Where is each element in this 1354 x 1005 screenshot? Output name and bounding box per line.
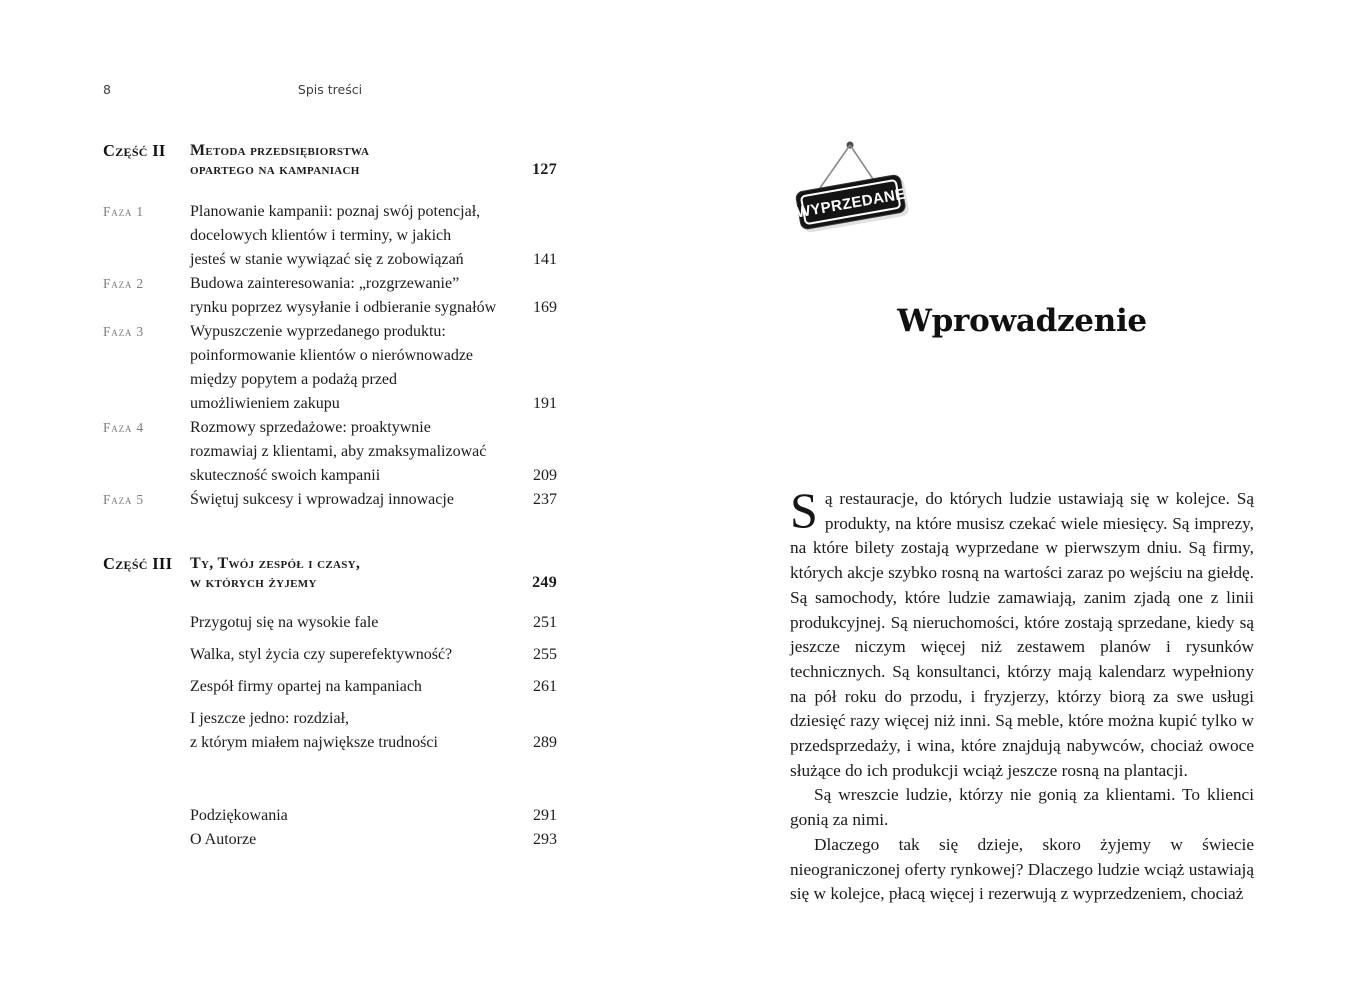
intro-paragraph: Dlaczego tak się dzieje, skoro żyjemy w świecie nieograniczonej oferty rynkowej? Dlaczego ludzie wciąż ustawiają się w kolejce, płacą więcej i rezerwują z wyprzedzeniem, chociaż bbox=[790, 834, 1254, 904]
intro-body bbox=[790, 482, 1254, 907]
toc-page-number: 289 bbox=[533, 734, 557, 751]
running-header: Spis treści bbox=[297, 82, 363, 97]
toc-part-label: Część II bbox=[103, 141, 166, 160]
chapter-title: Wprowadzenie bbox=[897, 303, 1147, 339]
toc-entry-line: opartego na kampaniach 127 bbox=[190, 161, 557, 178]
toc-entry-line: O Autorze 293 bbox=[190, 828, 557, 852]
toc-entry-line: Rozmowy sprzedażowe: proaktywnie bbox=[190, 419, 431, 436]
toc-page-number: 141 bbox=[533, 251, 557, 268]
intro-paragraph: Są wreszcie ludzie, którzy nie gonią za klientami. To klienci gonią za nimi. bbox=[790, 785, 1254, 830]
toc-entry bbox=[103, 141, 557, 179]
toc-entry-line: docelowych klientów i terminy, w jakich bbox=[190, 227, 452, 244]
toc-entry-line: Zespół firmy opartej na kampaniach 261 bbox=[190, 675, 557, 699]
toc-entry-line: Walka, styl życia czy superefektywność? 255 bbox=[190, 643, 557, 667]
toc bbox=[103, 141, 557, 852]
toc-entry-line: Ty, Twój zespół i czasy, bbox=[190, 555, 361, 572]
toc-entry-line: z którym miałem największe trudności 289 bbox=[190, 731, 557, 755]
toc-entry-line: Świętuj sukcesy i wprowadzaj innowacje 237 bbox=[190, 488, 557, 512]
drop-cap: S bbox=[790, 482, 818, 538]
toc-page-number: 169 bbox=[533, 299, 557, 316]
toc-entry-line: skuteczność swoich kampanii 209 bbox=[190, 464, 557, 488]
toc-entry-line: Budowa zainteresowania: „rozgrzewanie” bbox=[190, 275, 460, 292]
toc-entry bbox=[103, 554, 557, 592]
toc-entry-line: Podziękowania 291 bbox=[190, 804, 557, 828]
toc-page-number: 191 bbox=[533, 395, 557, 412]
sign-label: WYPRZEDANE bbox=[794, 185, 907, 222]
toc-entry bbox=[103, 272, 557, 320]
toc-entry-line: rynku poprzez wysyłanie i odbieranie sygnałów 169 bbox=[190, 296, 557, 320]
toc-entry bbox=[103, 416, 557, 488]
toc-entry bbox=[103, 675, 557, 699]
sold-out-sign-graphic bbox=[786, 133, 918, 239]
toc-entry bbox=[103, 488, 557, 512]
toc-entry-line: poinformowanie klientów o nierównowadze bbox=[190, 347, 474, 364]
toc-entry-line: Wypuszczenie wyprzedanego produktu: bbox=[190, 323, 446, 340]
toc-entry bbox=[103, 611, 557, 635]
intro-paragraph: Są restauracje, do których ludzie ustawiają się w kolejce. Są produkty, na które musisz czekać wiele miesięcy. Są imprezy, na które bilety zostają wyprzedane w pierwszym dniu. Są firmy, których akcje szybko rosną na wartości zaraz po wejściu na giełdę. Są samochody, które ludzie zamawiają, zanim zjadą one z linii produkcyjnej. Są nieruchomości, które zostają sprzedane, kiedy są jeszcze niczym więcej niż zestawem planów i rysunków technicznych. Są konsultanci, którzy mają kalendarz wypełniony na pół roku do przodu, i fryzjerzy, którzy biorą za swe usługi dziesięć razy więcej niż inni. Są meble, które można kupić tylko w przedsprzedaży, i wina, które znajdują nabywców, chociaż owoce służące do ich produkcji wciąż jeszcze rosną na plantacji. bbox=[790, 482, 1254, 780]
toc-page-number: 237 bbox=[533, 491, 557, 508]
toc-entry-line: jesteś w stanie wywiązać się z zobowiązań 141 bbox=[190, 248, 557, 272]
toc-entry bbox=[103, 643, 557, 667]
toc-entry-line: Planowanie kampanii: poznaj swój potencjał, bbox=[190, 203, 481, 220]
toc-phase-label: Faza 2 bbox=[103, 276, 144, 291]
toc-phase-label: Faza 4 bbox=[103, 420, 144, 435]
toc-entry-line: Przygotuj się na wysokie fale 251 bbox=[190, 611, 557, 635]
toc-entry-line: między popytem a podażą przed bbox=[190, 371, 398, 388]
toc-entry bbox=[103, 200, 557, 272]
toc-page-number: 291 bbox=[533, 807, 557, 824]
sold-out-sign bbox=[786, 133, 918, 239]
toc-entry-line: Metoda przedsiębiorstwa bbox=[190, 142, 370, 159]
toc-page-number: 261 bbox=[533, 678, 557, 695]
toc-part-label: Część III bbox=[103, 554, 173, 573]
toc-page-number: 249 bbox=[532, 574, 557, 591]
toc-entry bbox=[103, 828, 557, 852]
toc-page-number: 255 bbox=[533, 646, 557, 663]
toc-entry bbox=[103, 320, 557, 416]
toc-page-number: 209 bbox=[533, 467, 557, 484]
toc-entry-line: rozmawiaj z klientami, aby zmaksymalizować bbox=[190, 443, 487, 460]
toc-entry bbox=[103, 707, 557, 755]
toc-page-number: 251 bbox=[533, 614, 557, 631]
toc-phase-label: Faza 3 bbox=[103, 324, 144, 339]
toc-phase-label: Faza 1 bbox=[103, 204, 144, 219]
folio-page-number: 8 bbox=[103, 82, 111, 97]
sign-string-left bbox=[820, 145, 850, 188]
toc-entry-line: I jeszcze jedno: rozdział, bbox=[190, 710, 350, 727]
toc-entry-line: w których żyjemy 249 bbox=[190, 574, 557, 591]
toc-page-number: 127 bbox=[532, 161, 557, 178]
sign-string-right bbox=[850, 145, 873, 179]
toc-entry bbox=[103, 804, 557, 828]
toc-page-number: 293 bbox=[533, 831, 557, 848]
toc-entry-line: umożliwieniem zakupu 191 bbox=[190, 392, 557, 416]
toc-phase-label: Faza 5 bbox=[103, 492, 144, 507]
